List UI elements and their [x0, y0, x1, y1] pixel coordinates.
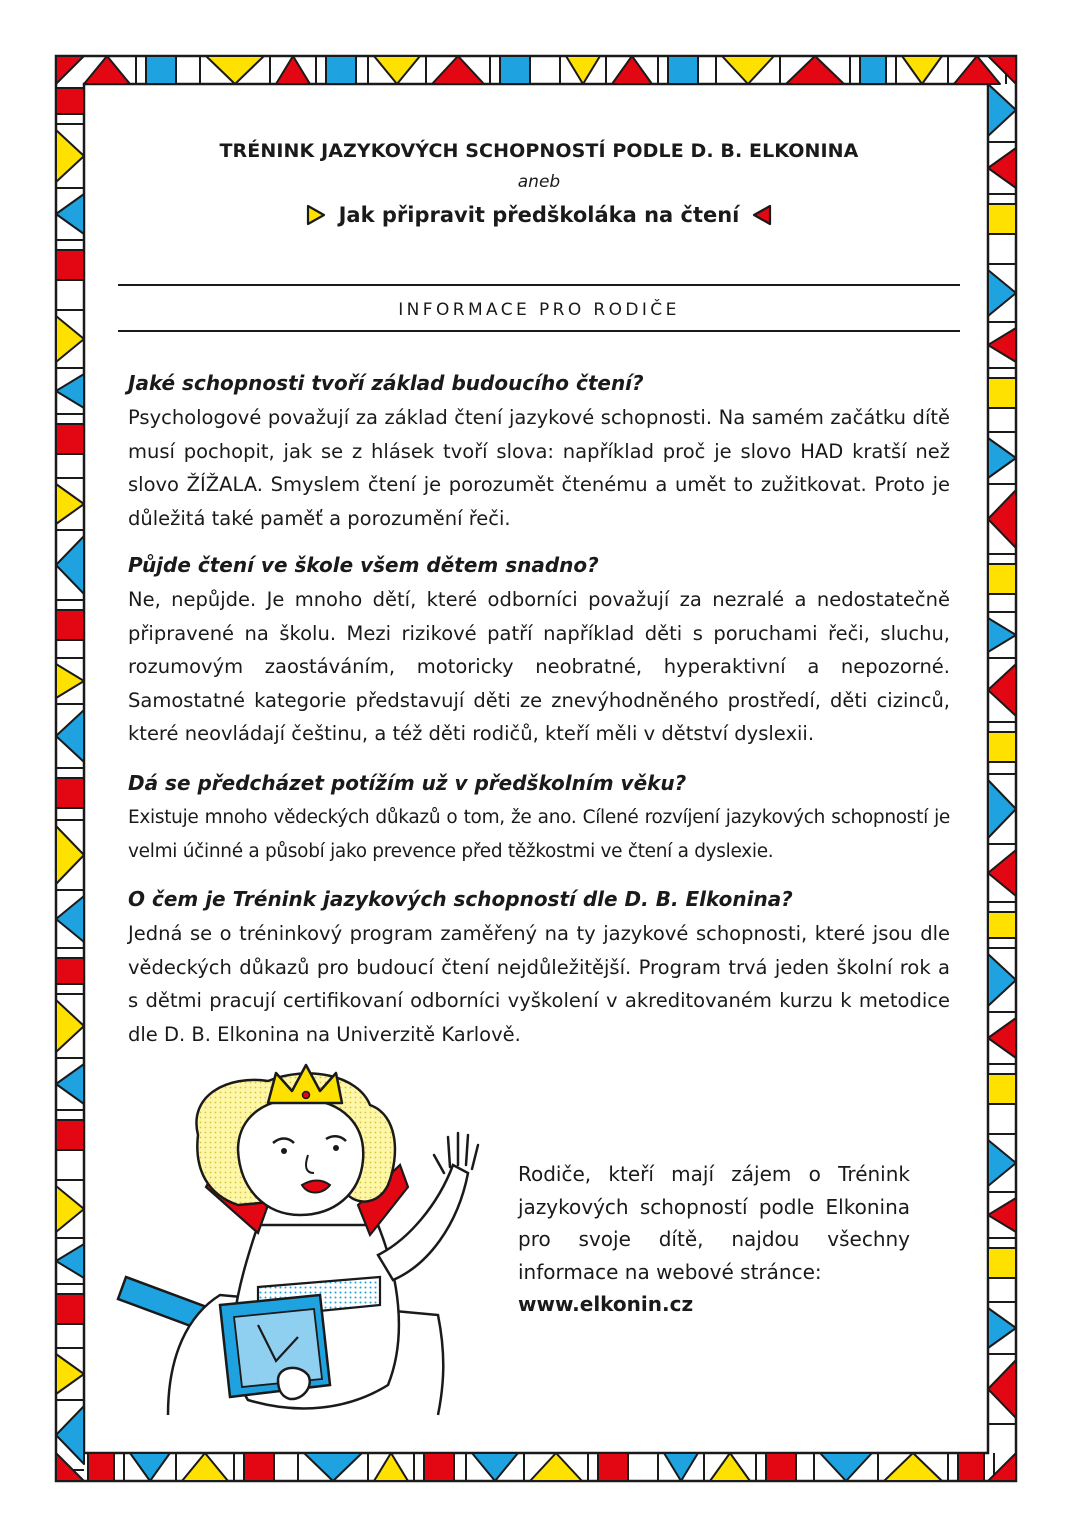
border-square: [56, 88, 84, 114]
border-triangle: [56, 826, 84, 884]
border-square: [56, 610, 84, 640]
border-corner: [988, 1453, 1016, 1481]
subtitle-row: [128, 203, 950, 227]
border-triangle: [988, 490, 1016, 548]
border-square: [668, 56, 698, 84]
border-triangle: [988, 328, 1016, 362]
border-triangle: [130, 1453, 170, 1481]
document-title: TRÉNINK JAZYKOVÝCH SCHOPNOSTÍ PODLE D. B. ELKONINA: [219, 140, 859, 162]
parents-note: [518, 1158, 910, 1321]
border-triangle: [566, 56, 600, 84]
border-square: [988, 912, 1016, 938]
question-3: Dá se předcházet potížím už v předškolním věku?: [128, 771, 687, 795]
answer-4: Jedná se o tréninkový program zaměřený na ty jazykové schopnosti, které jsou dle vědeckých důkazů pro budoucí čtení nejdůležitější. Program trvá jeden školní rok a s dětmi pracují certifikovaní odborníci vyškolení v akreditovaném kurzu k metodice dle D. B. Elkonina na Univerzitě Karlově.: [128, 922, 950, 1046]
border-square: [988, 564, 1016, 594]
question-1: Jaké schopnosti tvoří základ budoucího čtení?: [128, 371, 644, 395]
border-square: [56, 424, 84, 454]
border-square: [56, 1294, 84, 1324]
border-square: [56, 958, 84, 984]
border-triangle: [182, 1453, 228, 1481]
border-triangle: [56, 1000, 84, 1052]
border-triangle: [902, 56, 942, 84]
border-square: [326, 56, 356, 84]
border-square: [56, 1120, 84, 1150]
border-triangle: [56, 710, 84, 762]
border-triangle: [374, 1453, 408, 1481]
border-triangle: [988, 850, 1016, 896]
border-triangle: [84, 56, 130, 84]
border-triangle: [56, 130, 84, 182]
website-link[interactable]: www.elkonin.cz: [518, 1292, 694, 1316]
border-triangle: [56, 316, 84, 362]
qa-block-1: [128, 368, 950, 535]
border-square: [56, 778, 84, 808]
border-triangle: [472, 1453, 518, 1481]
bottom-divider: [118, 330, 960, 332]
question-2: Půjde čtení ve škole všem dětem snadno?: [128, 553, 599, 577]
top-divider: [118, 284, 960, 286]
qa-block-2: [128, 550, 950, 751]
border-triangle: [56, 484, 84, 524]
answer-3: Existuje mnoho vědeckých důkazů o tom, že ano. Cílené rozvíjení jazykových schopností je velmi účinné a působí jako prevence před těžkostmi ve čtení a dyslexie.: [128, 807, 950, 862]
border-triangle: [988, 148, 1016, 188]
border-square: [598, 1453, 628, 1481]
border-triangle: [56, 1244, 84, 1278]
border-triangle: [988, 1018, 1016, 1058]
border-square: [988, 378, 1016, 408]
border-square: [988, 1248, 1016, 1278]
border-triangle: [206, 56, 264, 84]
border-triangle: [710, 1453, 750, 1481]
border-square: [860, 56, 886, 84]
border-triangle: [56, 1186, 84, 1232]
border-triangle: [988, 84, 1016, 136]
border-triangle: [722, 56, 774, 84]
aneb-text: aneb: [517, 172, 561, 192]
queen-illustration: [108, 1055, 498, 1435]
border-triangle: [56, 374, 84, 408]
border-square: [244, 1453, 274, 1481]
border-triangle: [56, 1064, 84, 1104]
border-square: [988, 1074, 1016, 1104]
answer-1: Psychologové považují za základ čtení jazykové schopnosti. Na samém začátku dítě musí pochopit, jak se z hlásek tvoří slova: například proč je slovo HAD kratší než slovo ŽÍŽALA. Smyslem čtení je porozumět čtenému a umět to zužitkovat. Proto je důležitá také paměť a porozumění řeči.: [128, 406, 950, 530]
border-triangle: [432, 56, 484, 84]
border-square: [766, 1453, 796, 1481]
border-square: [146, 56, 176, 84]
border-triangle: [988, 1198, 1016, 1232]
border-triangle: [304, 1453, 362, 1481]
border-triangle: [56, 536, 84, 594]
border-triangle: [884, 1453, 942, 1481]
border-triangle: [374, 56, 420, 84]
border-triangle: [988, 780, 1016, 838]
border-square: [88, 1453, 114, 1481]
border-square: [988, 732, 1016, 762]
border-triangle: [276, 56, 310, 84]
border-triangle: [56, 194, 84, 234]
border-triangle: [988, 664, 1016, 716]
border-triangle: [56, 1406, 84, 1464]
border-square: [958, 1453, 984, 1481]
red-triangle-left-icon: [751, 203, 773, 227]
qa-block-3: [128, 768, 950, 868]
qa-block-4: [128, 884, 950, 1051]
border-square: [500, 56, 530, 84]
section-label: INFORMACE PRO RODIČE: [398, 300, 680, 320]
border-triangle: [988, 954, 1016, 1006]
border-triangle: [988, 1360, 1016, 1418]
border-square: [56, 250, 84, 280]
border-triangle: [988, 270, 1016, 316]
note-text: Rodiče, kteří mají zájem o Trénink jazykových schopností podle Elkonina pro svoje dítě, najdou všechny informace na webové stránce:: [518, 1162, 910, 1284]
subtitle-text: Jak připravit předškoláka na čtení: [338, 203, 740, 227]
answer-2: Ne, nepůjde. Je mnoho dětí, které odborníci považují za nezralé a nedostatečně připravené na školu. Mezi rizikové patří například děti s poruchami řeči, sluchu, rozumovým zaostáváním, motoricky neobratné, hyperaktivní a nepozorné. Samostatné kategorie představují děti ze znevýhodněného prostředí, děti cizinců, které neovládají češtinu, a též děti rodičů, kteří měli v dětství dyslexii.: [128, 588, 950, 745]
border-triangle: [612, 56, 652, 84]
border-square: [424, 1453, 454, 1481]
border-triangle: [988, 438, 1016, 478]
border-triangle: [820, 1453, 872, 1481]
border-square: [988, 204, 1016, 234]
border-triangle: [664, 1453, 698, 1481]
header: [128, 140, 950, 227]
book-icon: [220, 1295, 330, 1397]
yellow-triangle-right-icon: [305, 203, 327, 227]
border-triangle: [988, 1308, 1016, 1348]
question-4: O čem je Trénink jazykových schopností dle D. B. Elkonina?: [128, 887, 793, 911]
border-triangle: [56, 664, 84, 698]
border-triangle: [56, 896, 84, 942]
border-triangle: [988, 618, 1016, 652]
border-triangle: [786, 56, 844, 84]
border-triangle: [530, 1453, 582, 1481]
border-corner: [56, 56, 84, 84]
border-triangle: [56, 1354, 84, 1394]
border-triangle: [988, 1140, 1016, 1186]
